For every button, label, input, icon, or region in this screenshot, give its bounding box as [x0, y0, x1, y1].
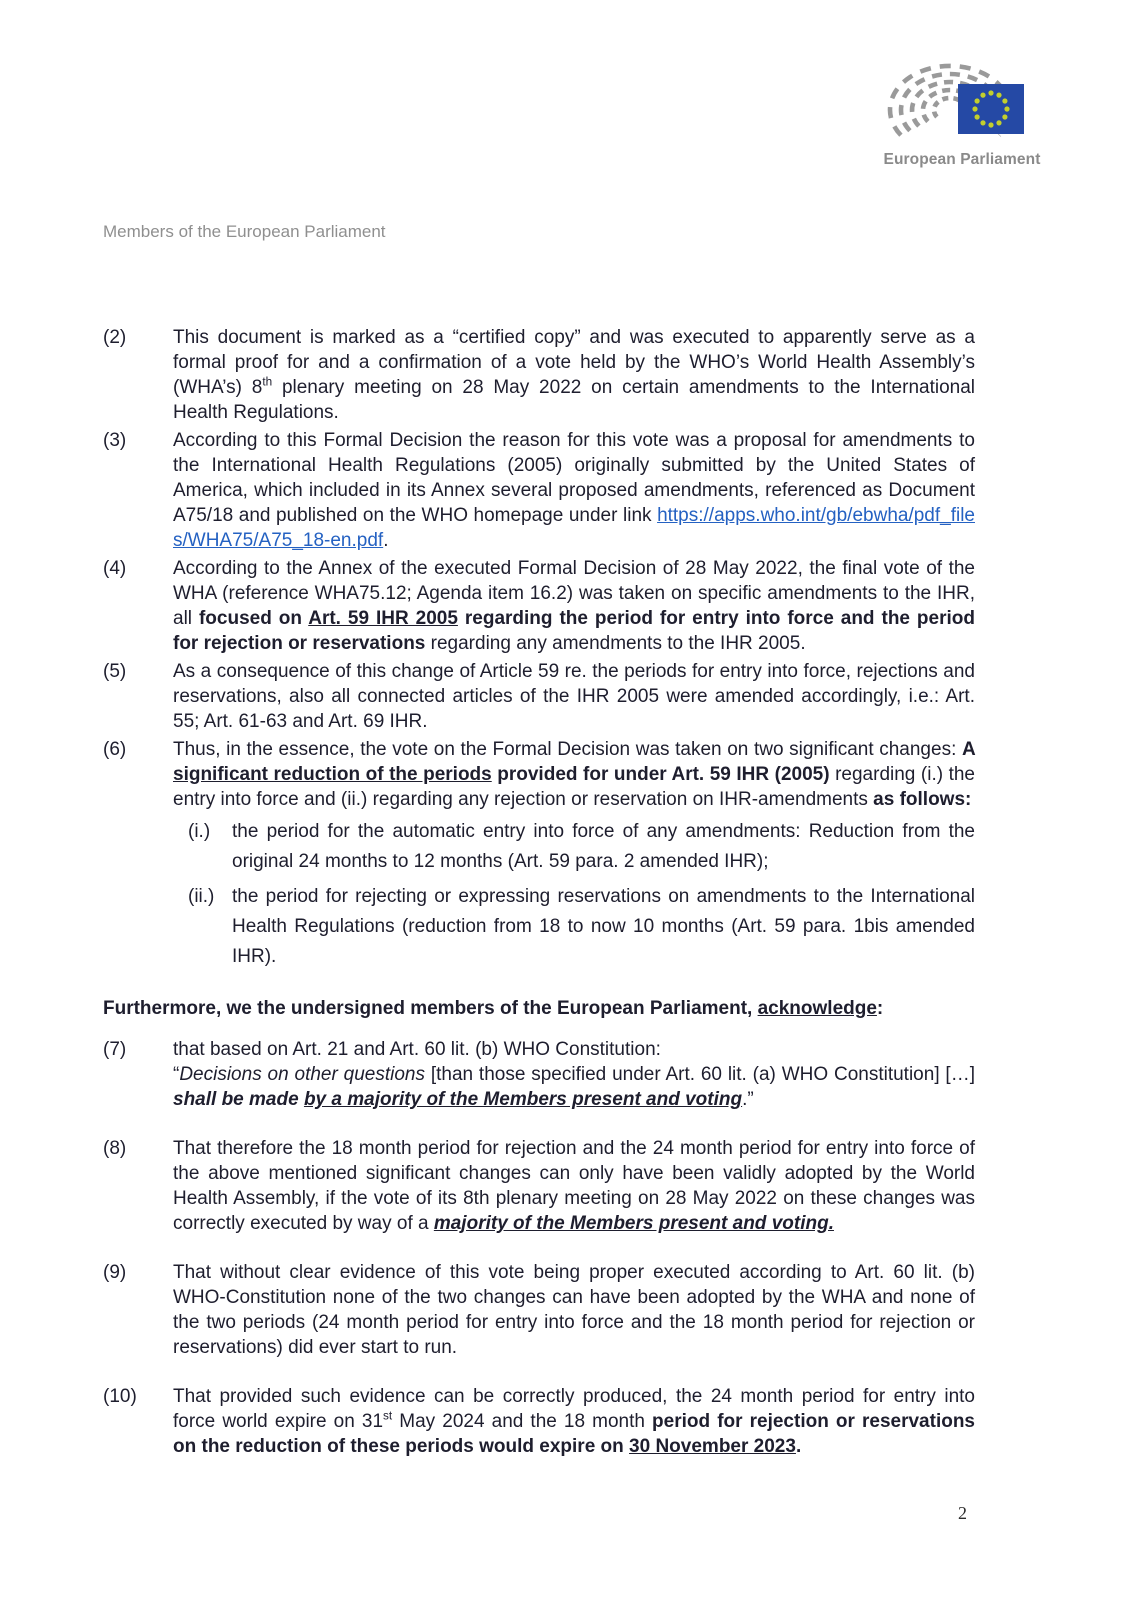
- text-run: regarding the period for entry into force and the period for rejection or reservations: [173, 608, 975, 654]
- paragraph-9: [103, 1260, 975, 1360]
- text-run: A: [961, 739, 975, 760]
- paragraph-4: [103, 556, 975, 656]
- recipient-line: Members of the European Parliament: [103, 222, 386, 241]
- text-run: As a consequence of this change of Article 59 re. the periods for entry into force, rejections and reservations, also all connected articles of the IHR 2005 were amended accordingly, i.e.: Art. 55; Art. 61-63 and Art. 69 IHR.: [173, 661, 975, 732]
- paragraph-number: (7): [103, 1039, 127, 1060]
- text-run: majority of the Members present and voting.: [433, 1213, 834, 1234]
- paragraph-text: [173, 325, 975, 425]
- paragraph-7: [103, 1037, 975, 1112]
- text-run: as follows:: [873, 789, 972, 810]
- text-run: that based on Art. 21 and Art. 60 lit. (b) WHO Constitution:: [173, 1039, 661, 1060]
- text-run: plenary meeting on 28 May 2022 on certain amendments to the International Health Regulations.: [173, 377, 976, 423]
- text-run: period for rejection or reservations on the reduction of these periods would expire on: [173, 1411, 975, 1457]
- text-run: This document is marked as a “certified copy” and was executed to apparently serve as a formal proof for and a confirmation of a vote held by the WHO’s World Health Assembly’s (WHA’s) 8: [173, 327, 975, 398]
- page-number: 2: [958, 1503, 967, 1523]
- text-run: [than those specified under Art. 60 lit. (a) WHO Constitution] […]: [424, 1064, 975, 1085]
- text-run: provided for under Art. 59 IHR (2005): [491, 764, 830, 785]
- text-run: May 2024 and the 18 month: [392, 1411, 653, 1432]
- text-run: That without clear evidence of this vote being proper executed according to Art. 60 lit. (b) WHO-Constitution none of the two changes can have been adopted by the WHA and none of the two periods (24 month period for entry into force and the 18 month period for rejection or reservations) did ever start to run.: [173, 1262, 975, 1358]
- paragraph-3: [103, 428, 975, 553]
- text-run: the period for rejecting or expressing reservations on amendments to the International Health Regulations (reduction from 18 to now 10 months (Art. 59 para. 1bis amended IHR).: [232, 886, 975, 967]
- paragraph-2: [103, 325, 975, 425]
- text-run: According to this Formal Decision the reason for this vote was a proposal for amendments to the International Health Regulations (2005) originally submitted by the United States of America, which included in its Annex several proposed amendments, referenced as Document A75/18 and published on the WHO homepage under link: [173, 430, 975, 526]
- superscript-text: th: [262, 375, 273, 389]
- text-run: :: [876, 998, 884, 1019]
- paragraph-text: [173, 1136, 975, 1236]
- text-run: shall be made: [173, 1089, 304, 1110]
- paragraph-text: [173, 1260, 975, 1360]
- paragraph-text: [173, 659, 975, 734]
- text-run: the period for the automatic entry into force of any amendments: Reduction from the original 24 months to 12 months (Art. 59 para. 2 amended IHR);: [232, 821, 975, 872]
- paragraph-number: (3): [103, 430, 127, 451]
- paragraph-text: [173, 737, 975, 812]
- paragraph-8: [103, 1136, 975, 1236]
- text-run: Furthermore, we the undersigned members of the European Parliament,: [103, 998, 758, 1019]
- paragraph-number: (4): [103, 558, 127, 579]
- paragraph-number: (8): [103, 1138, 127, 1159]
- superscript-text: st: [383, 1409, 393, 1423]
- text-run: That therefore the 18 month period for rejection and the 24 month period for entry into force of the above mentioned significant changes can only have been validly adopted by the World Health Assembly, if the vote of its 8th plenary meeting on 28 May 2022 on these changes was correctly executed by way of a: [173, 1138, 975, 1234]
- paragraph-number: (2): [103, 327, 127, 348]
- subitem-i: [188, 817, 975, 877]
- paragraph-number: (5): [103, 661, 127, 682]
- subitem-ii: [188, 882, 975, 972]
- text-run: by a majority of the Members present and voting: [303, 1089, 743, 1110]
- paragraph-number: (10): [103, 1386, 137, 1407]
- text-run: According to the Annex of the executed Formal Decision of 28 May 2022, the final vote of the WHA (reference WHA75.12; Agenda item 16.2) was taken on specific amendments to the IHR, all: [173, 558, 975, 629]
- paragraph-6: [103, 737, 975, 812]
- text-run: significant reduction of the periods: [173, 764, 492, 785]
- paragraph-text: [173, 428, 975, 553]
- hyperlink[interactable]: https://apps.who.int/gb/ebwha/pdf_files/WHA75/A75_18-en.pdf: [173, 505, 975, 551]
- text-run: Thus, in the essence, the vote on the Formal Decision was taken on two significant changes:: [173, 739, 962, 760]
- text-run: Art. 59 IHR 2005: [308, 608, 458, 629]
- text-run: That provided such evidence can be correctly produced, the 24 month period for entry into force world expire on 31: [173, 1386, 975, 1432]
- subitem-marker: (ii.): [188, 886, 215, 907]
- text-run: .”: [742, 1089, 754, 1110]
- paragraph-text: [173, 1384, 975, 1459]
- acknowledge-heading: [103, 996, 975, 1021]
- text-run: regarding (i.) the entry into force and (ii.) regarding any rejection or reservation on IHR-amendments: [173, 764, 975, 810]
- text-run: “: [173, 1064, 180, 1085]
- subitem-marker: (i.): [188, 821, 211, 842]
- text-run: acknowledge: [757, 998, 877, 1019]
- text-run: 30 November 2023: [629, 1436, 796, 1457]
- text-run: .: [795, 1436, 802, 1457]
- text-run: .: [383, 530, 389, 551]
- ep-hemicycle-flag-icon: [880, 56, 1044, 148]
- paragraph-number: (6): [103, 739, 127, 760]
- text-run: focused on: [198, 608, 309, 629]
- document-body: [103, 325, 975, 1483]
- subitem-text: [232, 882, 975, 972]
- paragraph-5: [103, 659, 975, 734]
- subitem-text: [232, 817, 975, 877]
- paragraph-number: (9): [103, 1262, 127, 1283]
- logo-caption: European Parliament: [883, 151, 1041, 168]
- ep-logo: [880, 56, 1044, 169]
- paragraph-text: [173, 556, 975, 656]
- text-run: Decisions on other questions: [179, 1064, 425, 1085]
- paragraph-text: [173, 1037, 975, 1112]
- text-run: regarding any amendments to the IHR 2005.: [425, 633, 806, 654]
- paragraph-10: [103, 1384, 975, 1459]
